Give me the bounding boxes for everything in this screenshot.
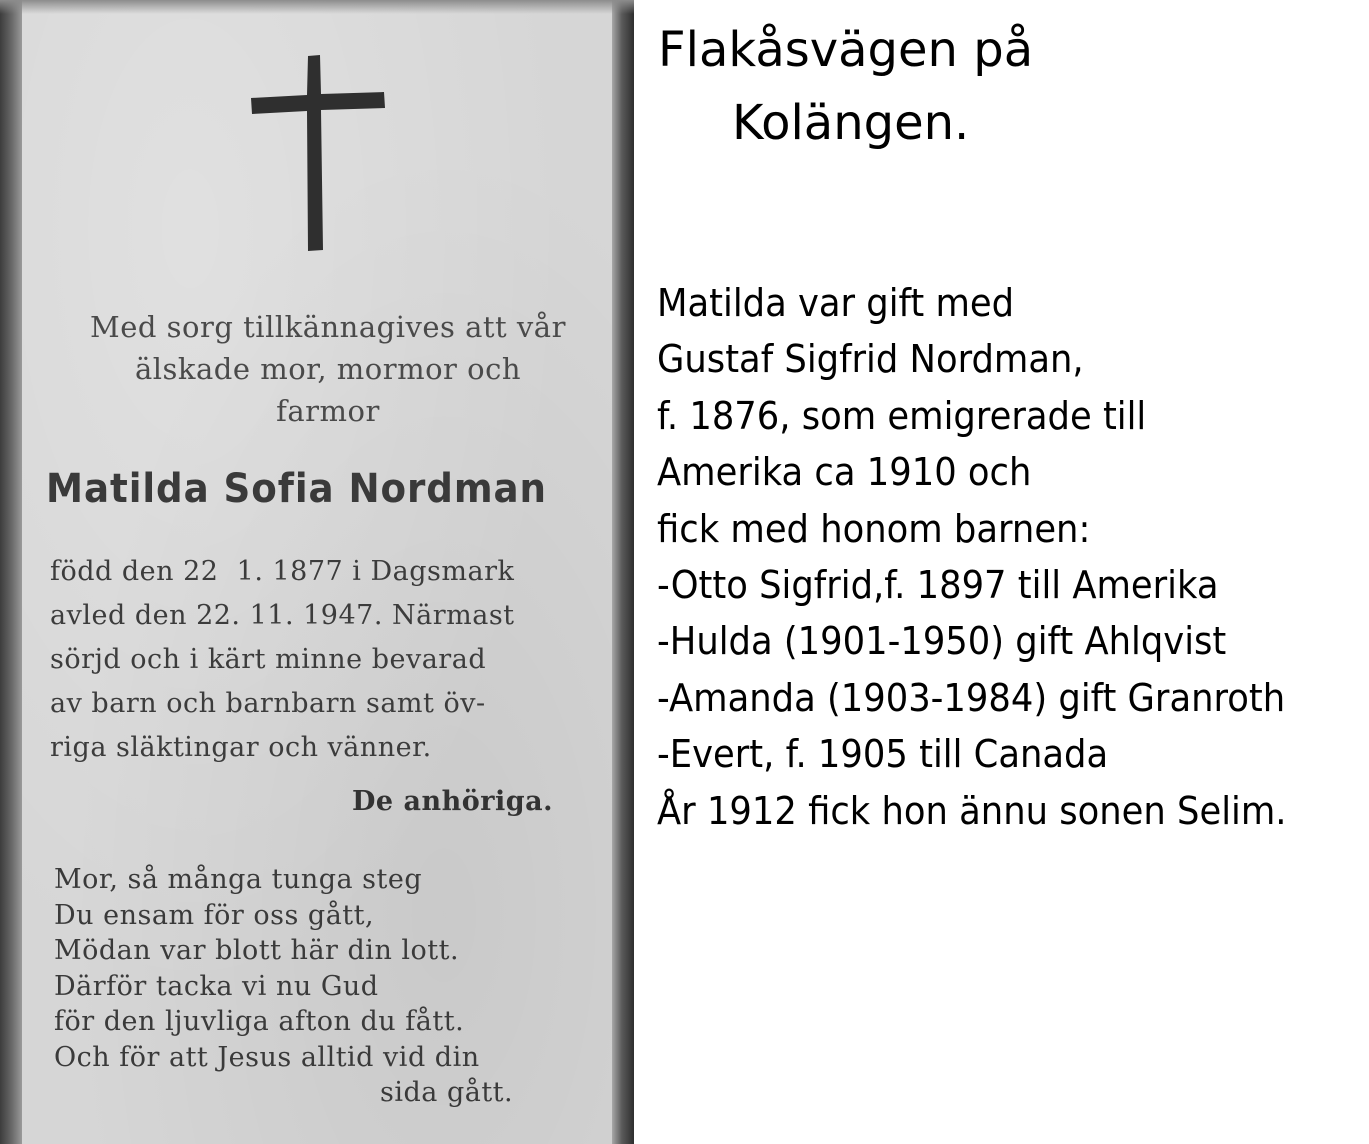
poem-line: Mödan var blott här din lott.	[54, 935, 460, 966]
caption-line: -Hulda (1901-1950) gift Ahlqvist	[657, 619, 1227, 664]
poem-line: Därför tacka vi nu Gud	[54, 970, 379, 1002]
clipping-right-edge	[612, 0, 634, 1144]
poem-line: för den ljuvliga afton du fått.	[54, 1006, 465, 1037]
body-line: avled den 22. 11. 1947. Närmast	[50, 600, 515, 631]
caption-line: -Amanda (1903-1984) gift Granroth	[657, 675, 1286, 720]
caption-line: Matilda var gift med	[657, 281, 1015, 325]
obituary-body	[50, 550, 610, 770]
caption-line: -Otto Sigfrid,f. 1897 till Amerika	[657, 562, 1219, 607]
caption-title-line-1: Flakåsvägen på	[658, 22, 1034, 78]
clipping-top-edge	[0, 0, 634, 14]
caption-notes	[657, 275, 1287, 839]
caption-line: f. 1876, som emigrerade till	[657, 393, 1147, 438]
poem-line: Och för att Jesus alltid vid din	[54, 1041, 480, 1073]
deceased-name: Matilda Sofia Nordman	[46, 466, 547, 512]
caption-title-line-2: Kolängen.	[732, 95, 970, 151]
caption-line: Amerika ca 1910 och	[657, 450, 1032, 495]
poem-line: sida gått.	[380, 1077, 514, 1108]
body-line: riga släktingar och vänner.	[50, 732, 432, 763]
obituary-intro	[48, 306, 608, 432]
intro-line: älskade mor, mormor och	[134, 352, 522, 386]
latin-cross-icon	[238, 50, 388, 255]
poem-line: Du ensam för oss gått,	[54, 899, 375, 931]
body-line: född den 22 1. 1877 i Dagsmark	[50, 556, 515, 587]
body-line: av barn och barnbarn samt öv-	[50, 688, 486, 719]
poem-line: Mor, så många tunga steg	[54, 864, 423, 895]
memorial-poem	[54, 862, 614, 1111]
body-line: sörjd och i kärt minne bevarad	[50, 644, 487, 675]
caption-line: fick med honom barnen:	[657, 506, 1091, 551]
signed-by: De anhöriga.	[352, 786, 554, 817]
caption-line: Gustaf Sigfrid Nordman,	[657, 337, 1084, 382]
intro-line: Med sorg tillkännagives att vår	[90, 310, 566, 344]
clipping-left-edge	[0, 0, 22, 1144]
caption-line: -Evert, f. 1905 till Canada	[657, 732, 1109, 777]
caption-line: År 1912 fick hon ännu sonen Selim.	[657, 788, 1287, 833]
obituary-clipping	[0, 0, 634, 1144]
intro-line: farmor	[276, 394, 380, 428]
